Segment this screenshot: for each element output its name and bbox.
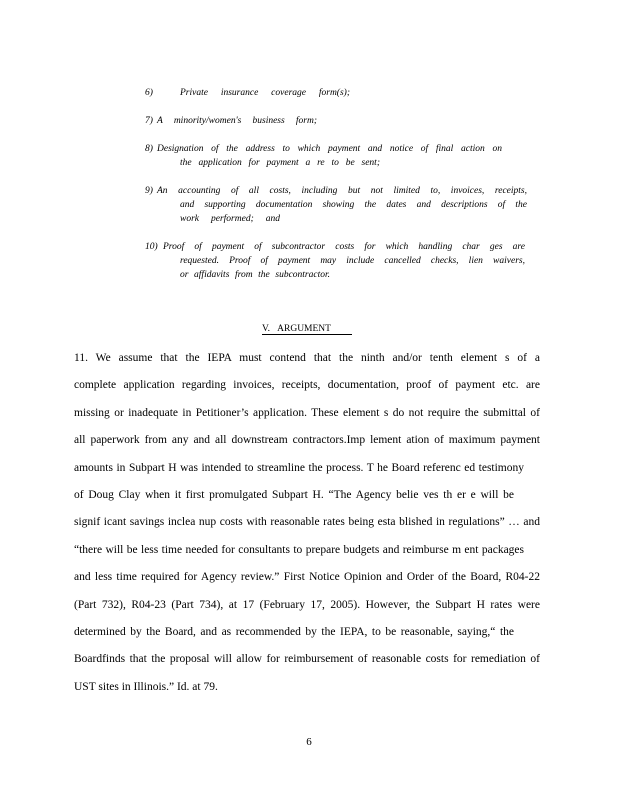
paragraph-line: 11. We assume that the IEPA must contend that the ninth and/or tenth element s of a xyxy=(74,352,540,364)
paragraph-line: Boardfinds that the proposal will allow for reimbursement of reasonable costs for remediation of xyxy=(74,653,540,666)
list-item-line: or affidavits from the subcontractor. xyxy=(180,270,330,280)
paragraph-line: (Part 732), R04-23 (Part 734), at 17 (February 17, 2005). However, the Subpart H rates were xyxy=(74,598,540,611)
list-item-line: and supporting documentation showing the dates and descriptions of the xyxy=(180,200,527,210)
paragraph-line: signif icant savings inclea nup costs with reasonable rates being esta blished in regulations” … and xyxy=(74,516,540,529)
list-item-line: A minority/women's business form; xyxy=(157,116,317,126)
list-item xyxy=(145,240,540,282)
list-item xyxy=(145,86,540,100)
paragraph-line: “there will be less time needed for consultants to prepare budgets and reimburse m ent packages xyxy=(74,543,524,556)
section-number: V. xyxy=(262,324,271,334)
list-item-number: 8) xyxy=(145,144,153,154)
list-item-number: 10) xyxy=(145,242,158,252)
list-item-line: work performed; and xyxy=(180,214,280,224)
list-item xyxy=(145,184,540,226)
list-item-line: the application for payment a re to be sent; xyxy=(180,158,380,168)
list-item-number: 6) xyxy=(145,88,153,98)
list-item-line: An accounting of all costs, including but not limited to, invoices, receipts, xyxy=(157,186,527,196)
paragraph-line: missing or inadequate in Petitioner’s application. These element s do not require the submittal of xyxy=(74,406,540,419)
paragraph-line: all paperwork from any and all downstream contractors.Imp lement ation of maximum payment xyxy=(74,434,540,447)
paragraph-line: and less time required for Agency review.” First Notice Opinion and Order of the Board, R04-22 xyxy=(74,571,540,584)
requirements-list xyxy=(145,86,540,296)
list-item-line: Private insurance coverage form(s); xyxy=(180,88,350,98)
list-item xyxy=(145,142,540,170)
list-item-number: 9) xyxy=(145,186,153,196)
section-heading xyxy=(262,324,352,335)
list-item-number: 7) xyxy=(145,116,153,126)
argument-paragraph xyxy=(74,348,540,704)
list-item-line: Designation of the address to which payment and notice of final action on xyxy=(157,144,502,154)
paragraph-line: complete application regarding invoices, receipts, documentation, proof of payment etc. are xyxy=(74,379,540,392)
page-number: 6 xyxy=(306,736,312,748)
paragraph-line: determined by the Board, and as recommended by the IEPA, to be reasonable, saying,“ the xyxy=(74,625,514,638)
paragraph-line: UST sites in Illinois.” Id. at 79. xyxy=(74,680,218,693)
list-item xyxy=(145,114,540,128)
list-item-line: Proof of payment of subcontractor costs for which handling char ges are xyxy=(163,242,525,252)
paragraph-line: amounts in Subpart H was intended to streamline the process. T he Board referenc ed testimony xyxy=(74,461,524,474)
section-title: ARGUMENT xyxy=(277,324,331,334)
paragraph-line: of Doug Clay when it first promulgated Subpart H. “The Agency belie ves th er e will be xyxy=(74,488,514,501)
list-item-line: requested. Proof of payment may include cancelled checks, lien waivers, xyxy=(180,256,525,266)
